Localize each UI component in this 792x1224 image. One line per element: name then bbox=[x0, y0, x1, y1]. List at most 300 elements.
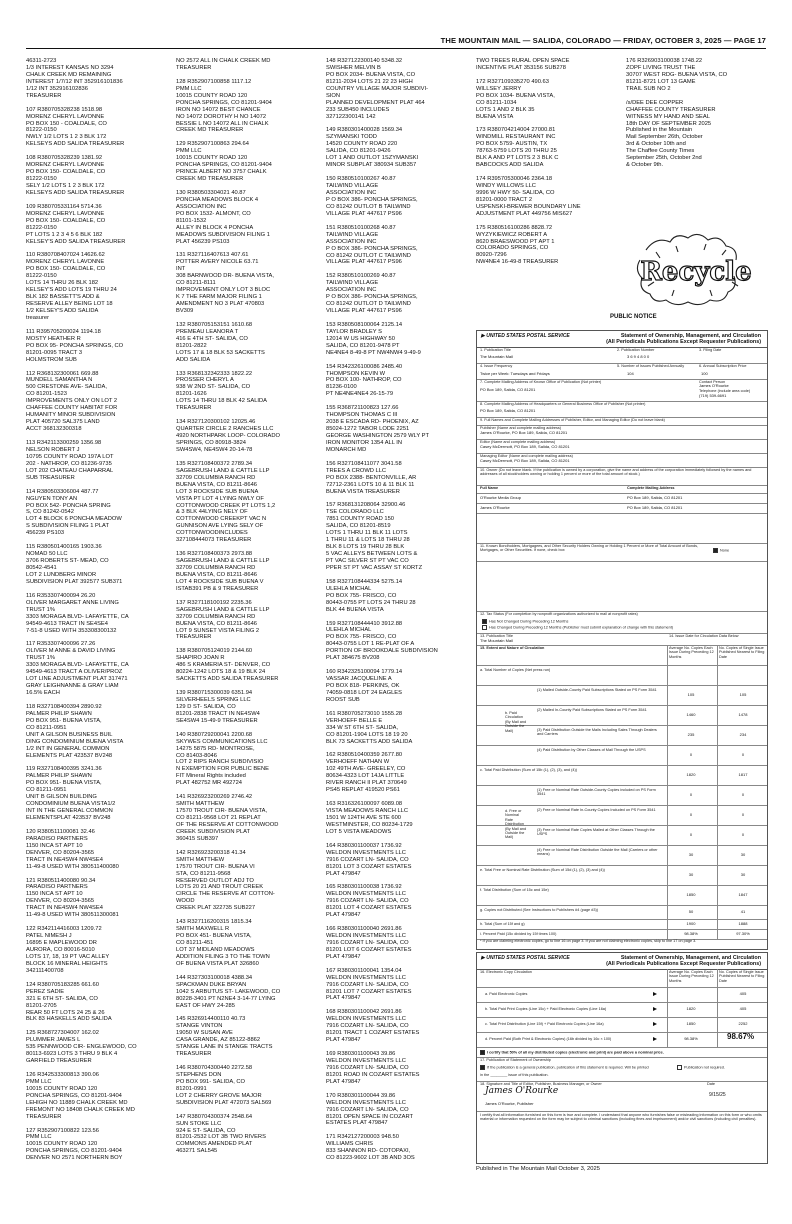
notice-line: CREEK MD TREASURER bbox=[176, 127, 244, 134]
notice-line: RESERVE ALLEY BEING LOT 18 bbox=[26, 301, 113, 308]
notice-line: PREMEAU LEANORA T bbox=[176, 328, 239, 335]
notice-line: HUMANITY MINOR SUBDIVISION bbox=[26, 412, 116, 419]
notice-line: CO 81211-9568 LOT 21 REPLAT bbox=[176, 815, 261, 822]
notice-line: 81201-1626 bbox=[176, 391, 207, 398]
notice-entry bbox=[176, 419, 318, 454]
notice-entry bbox=[26, 1030, 168, 1065]
notice-entry bbox=[26, 489, 168, 538]
notice-line: SHAPIRO JOAN R bbox=[176, 655, 225, 662]
row-tax-status bbox=[477, 611, 767, 634]
notice-line: 10015 COUNTY ROAD 120 bbox=[176, 92, 248, 99]
notice-line: PLAT 479847 bbox=[326, 870, 361, 877]
notice-line: ASSOCIATION INC bbox=[326, 287, 377, 294]
notice-line: 150 R380510100267 40.87 bbox=[326, 176, 396, 183]
row-managing-editor bbox=[477, 453, 767, 468]
notice-line: ELEMENTSPLAT 423537 BV248 bbox=[26, 815, 111, 822]
single-copies-value: 405 bbox=[739, 1006, 747, 1011]
single-copies-value: 30 bbox=[740, 852, 746, 857]
label-bondholders: 11. Known Bondholders, Mortgagees, and Other Security Holders Owning or Holding 1 Percent or More of Total Amount of Bonds, Mortgages, or Other Securities. If none, check box bbox=[480, 544, 699, 553]
notice-line: RIVER RANCH II PLAT 370649 bbox=[326, 780, 407, 787]
notice-entry bbox=[26, 1072, 168, 1121]
notice-line: WELDON INVESTMENTS LLC bbox=[326, 1016, 406, 1023]
notice-line: PT NE4NE4NE4 26-15-79 bbox=[326, 391, 394, 398]
notice-line: 11-49-8 USED WITH 380511300081 bbox=[26, 912, 119, 919]
notice-line: 1150 INCA ST APT 10 bbox=[26, 842, 83, 849]
ecopy-row bbox=[477, 1017, 767, 1033]
notice-line: 85024-1272 TABOR LODE 2251 bbox=[326, 426, 410, 433]
notice-line: PO BOX 451- BUENA VISTA, bbox=[176, 933, 252, 940]
notice-line: COTTONWOOD CREEKPT VAC N bbox=[176, 516, 267, 523]
notice-line: 119 R327108400395 3241.36 bbox=[26, 766, 102, 773]
avg-copies-value: 0 bbox=[689, 792, 693, 797]
column-5 bbox=[626, 58, 766, 176]
circulation-label: (4) Free or Nominal Rate Distribution Outside the Mail (Carriers or other means) bbox=[537, 848, 658, 857]
notice-line: CO 81211-1034 bbox=[476, 99, 517, 106]
form-title-line2: (All Periodicals Publications Except Requester Publications) bbox=[606, 339, 761, 345]
page-header-text: THE MOUNTAIN MAIL — SALIDA, COLORADO — FRIDAY, OCTOBER 3, 2025 — PAGE 17 bbox=[440, 36, 766, 45]
notice-entry bbox=[176, 1114, 318, 1156]
row-headquarters bbox=[477, 401, 767, 418]
notice-line: 32709 COLUMBIA RANCH RD bbox=[176, 613, 256, 620]
notice-line: SAGEBRUSH LAND & CATTLE LLP bbox=[176, 467, 270, 474]
notice-line: 94549-4613 TRACT A OLIVER/PROZ bbox=[26, 669, 123, 676]
notice-line: treasurer bbox=[26, 315, 50, 322]
notice-line: 81201-2705 bbox=[26, 1002, 57, 1009]
notice-line: TAILWIND VILLAGE bbox=[326, 183, 379, 190]
notice-line: 16.5% EACH bbox=[26, 690, 60, 697]
row-stmt bbox=[477, 1057, 767, 1082]
not-required-checkbox[interactable] bbox=[677, 1065, 725, 1070]
notice-line: 81201-2532 LOT 3B TWO RIVERS bbox=[176, 1134, 266, 1141]
circulation-row bbox=[477, 685, 767, 706]
recycle-graphic bbox=[626, 230, 766, 312]
notice-line: 81101-1532 bbox=[176, 217, 207, 224]
certify-checkbox[interactable] bbox=[480, 1050, 664, 1055]
notice-line: BLK 83 HASKELLS ADD SALIDA bbox=[26, 1016, 112, 1023]
notice-line: LOTS 17 & 18 BLK 53 SACKETTS bbox=[176, 349, 265, 356]
notice-line: 334 W ST 6TH ST- SALIDA, bbox=[326, 724, 399, 731]
notice-line: LOTS 1 AND 2 BLK 35 bbox=[476, 106, 535, 113]
arrow-icon bbox=[653, 1007, 657, 1011]
notice-entry bbox=[176, 975, 318, 1010]
notice-line: 166 R380301100040 2691.86 bbox=[326, 926, 402, 933]
notice-line: PLANNED DEVELOPMENT PLAT 464 bbox=[326, 99, 425, 106]
notice-line: 155 R368721100823 127.66 bbox=[326, 405, 399, 412]
label-names: 9. Full Names and Complete Mailing Addresses of Publisher, Editor, and Managing Editor (Do not leave blank) bbox=[480, 418, 665, 422]
avg-copies-value: 105 bbox=[687, 692, 695, 697]
notice-line: 7916 COZART LN- SALIDA, CO bbox=[326, 1064, 409, 1071]
tax-option-2[interactable] bbox=[482, 625, 673, 630]
row-owner-heading bbox=[477, 467, 767, 486]
notice-line: BLOCK 16 MINERAL HEIGHTS bbox=[26, 960, 108, 967]
notice-line: LEHIGH NO 11889 CHALK CREEK MD bbox=[26, 1099, 128, 1106]
avg-copies-value: 98.38% bbox=[684, 1036, 698, 1041]
value-pub-title-13: The Mountain Mail bbox=[480, 638, 513, 643]
notice-line: PATEL NIMESH J bbox=[26, 933, 72, 940]
row-circulation-header bbox=[477, 645, 767, 666]
notice-entry bbox=[176, 141, 318, 183]
notice-line: PO BOX 5759- AUSTIN, TX bbox=[476, 141, 548, 148]
notice-line: PALMER PHILIP SHAWN bbox=[26, 710, 92, 717]
notice-line: CASA GRANDE, AZ 85122-8862 bbox=[176, 1037, 261, 1044]
notice-line: 122 R342114416003 1209.72 bbox=[26, 926, 102, 933]
recycle-icon bbox=[626, 230, 766, 312]
notice-line: 149 R380301400028 1569.34 bbox=[326, 127, 403, 134]
notice-line: LOTS 14 THRU 18 BLK 42 SALIDA bbox=[176, 398, 267, 405]
notice-line: FREMONT NO 18408 CHALK CREEK MD bbox=[26, 1106, 135, 1113]
notice-entry bbox=[326, 1051, 468, 1086]
notice-line: 165 R380301100038 1736.92 bbox=[326, 884, 402, 891]
notice-entry bbox=[176, 371, 318, 413]
notice-line: PONCHA SPRINGS, CO 81201-9404 bbox=[26, 1092, 122, 1099]
notice-line: KELSEYS ADD SALIDA TREASURER bbox=[26, 189, 125, 196]
notice-line: BUENA VISTA, CO 81211-8646 bbox=[176, 571, 257, 578]
label-single-copies: No. Copies of Single Issue Published Nearest to Filing Date bbox=[719, 970, 765, 983]
notice-line: LOT 37 MIDLAND MEADOWS bbox=[176, 947, 255, 953]
circulation-label: h. Total (Sum of 15f and g) bbox=[480, 922, 525, 926]
notice-line: Published in the Mountain bbox=[626, 127, 693, 134]
circulation-label: c. Total Paid Distribution (Sum of 15b (1), (2), (3), and (4)) bbox=[480, 768, 577, 772]
notice-line: LOT LINE ADJUSTMENT PLAT 317471 bbox=[26, 676, 128, 683]
notice-line: 94549-4613 TRACT IN SE4SE4 bbox=[26, 620, 108, 627]
footer-note: Published in The Mountain Mail October 3, 2025 bbox=[476, 1166, 600, 1172]
notice-line: 142 R326923200318 41.34 bbox=[176, 849, 246, 856]
notice-entry bbox=[326, 926, 468, 961]
notice-line: WESTMINSTER, CO 80234-1729 bbox=[326, 821, 413, 828]
notice-line: CO 81223-9602 LOT 3B AND 3OS bbox=[326, 1155, 415, 1162]
notice-line: LOT 9 SUNSET VISTA FILING 2 bbox=[176, 627, 260, 634]
notice-line: CHAFFEE COUNTY HABITAT FOR bbox=[26, 405, 118, 412]
label-paid-circulation: b. Paid Circulation (By Mail and Outside the Mail) bbox=[505, 711, 527, 733]
notice-line: LOTS 14 THRU 26 BLK 182 bbox=[26, 280, 99, 287]
notice-line: 131 R327116407613 407.61 bbox=[176, 252, 249, 259]
notice-line: VERHOEFF BELLE E bbox=[326, 717, 383, 724]
notice-line: BLK 44 BUENA VISTA bbox=[326, 606, 384, 613]
notice-line: SUBDIVISION PLAT 392577 SUB371 bbox=[26, 578, 123, 585]
circulation-row bbox=[477, 745, 767, 766]
notice-line: PO BOX 951- BUENA VISTA, bbox=[26, 780, 102, 787]
notice-line: 174 R395705300046 2364.18 bbox=[476, 176, 553, 183]
notice-line: PMM LLC bbox=[26, 1134, 52, 1141]
avg-copies-value: 1460 bbox=[686, 712, 696, 717]
label-filing-date: 3. Filing Date bbox=[699, 348, 722, 352]
notice-line: GARFIELD TREASURER bbox=[26, 1058, 92, 1065]
notice-line: 138 R380705124019 2144.60 bbox=[176, 648, 253, 655]
stmt-checkbox[interactable] bbox=[480, 1065, 670, 1070]
notice-line: 4920 NORTHPARK LOOP- COLORADO bbox=[176, 433, 280, 440]
notice-line: CREEK SUBDIVISION PLAT bbox=[176, 828, 251, 835]
notice-line: PLAT 482752 MR 492724 bbox=[176, 780, 242, 787]
notice-line: TRAIL SUB NO 2 bbox=[626, 85, 671, 92]
notice-entry bbox=[326, 364, 468, 399]
notice-line: 17570 TROUT CIR- BUENA VI bbox=[176, 863, 255, 870]
notice-line: 19050 W SUSAN AVE bbox=[176, 1030, 233, 1037]
notice-line: 115 R380501400165 1903.36 bbox=[26, 544, 102, 551]
notice-line: 1150 INCA ST APT 10 bbox=[26, 891, 83, 898]
notice-line: 167 R380301100041 1354.04 bbox=[326, 967, 402, 974]
notice-entry bbox=[176, 794, 318, 843]
notice-line: TAILWIND VILLAGE bbox=[326, 231, 379, 238]
notice-line: EAST OF HWY 24-285 bbox=[176, 1002, 235, 1009]
single-copies-value: 105 bbox=[739, 692, 747, 697]
notice-entry bbox=[26, 252, 168, 322]
notice-line: S, CO 81242-0542 bbox=[26, 509, 74, 516]
row-editor bbox=[477, 439, 767, 454]
notice-line: ADD SALIDA bbox=[176, 356, 211, 363]
notice-line: PORTION OF BROOKDALE SUBDIVISION bbox=[326, 648, 438, 655]
row-publication-title bbox=[477, 347, 767, 364]
notice-line: REAR 50 FT LOTS 24 25 & 26 bbox=[26, 1009, 105, 1016]
notice-line: PONCHA SPRINGS, CO 81201-9404 bbox=[26, 1148, 122, 1155]
form-title-line1: Statement of Ownership, Management, and Circulation bbox=[620, 955, 761, 961]
row-issue-frequency bbox=[477, 363, 767, 380]
notice-line: 81201 ROAD IN COZART ESTATES bbox=[326, 1071, 420, 1078]
notice-line: 146 R380704300440 2272.58 bbox=[176, 1065, 253, 1072]
notice-line: 152 R380510100269 40.87 bbox=[326, 273, 396, 280]
notice-line: SACKETTS ADD SALIDA TREASURER bbox=[176, 676, 279, 683]
label-issue-date: 14. Issue Date for Circulation Data Below bbox=[669, 634, 739, 638]
row-ecopy-header bbox=[477, 969, 767, 988]
notice-line: 18th DAY OF SEPTEMBER 2025 bbox=[626, 120, 712, 127]
notice-line: 2038 E ESCADA RD- PHOENIX, AZ bbox=[326, 419, 419, 426]
notice-line: SE4SW4 15-49-9 TREASURER bbox=[176, 717, 258, 724]
circulation-label: (2) Free or Nominal Rate In-County Copies Included on PS Form 3541 bbox=[537, 808, 656, 812]
none-checkbox[interactable] bbox=[713, 548, 729, 553]
notice-line: SUN STOKE LLC bbox=[176, 1120, 222, 1127]
signer-name: James O'Rourke, Publisher bbox=[485, 1101, 534, 1106]
notice-line: SW4SW4, NE4SW4 20-14-78 bbox=[176, 446, 253, 453]
notice-line: ACCT 368132300318 bbox=[26, 426, 82, 433]
notice-entry bbox=[326, 1093, 468, 1128]
public-notice-heading: PUBLIC NOTICE bbox=[610, 314, 657, 320]
notice-line: PO BOX 2388- BENTONVILLE, AR bbox=[326, 474, 417, 481]
circulation-row bbox=[477, 665, 767, 686]
notice-line: GUNNISON AVE LYING SELY OF bbox=[176, 523, 264, 530]
notice-line: VISTA MEADOWS RANCH LLC bbox=[326, 808, 409, 814]
single-copies-value: 41 bbox=[740, 909, 746, 914]
notice-line: 3303 MORAGA BLVD- LAFAYETTE, CA bbox=[26, 613, 129, 620]
notice-entry bbox=[476, 176, 608, 218]
notice-entry bbox=[326, 273, 468, 315]
notice-line: PO BOX 100- NATHROP, CO bbox=[326, 377, 402, 384]
label-mailing: 7. Complete Mailing Address of Known Office of Publication (Not printer) bbox=[480, 380, 602, 384]
column-divider bbox=[717, 645, 718, 939]
notice-line: STANGE VINTON bbox=[176, 1023, 223, 1030]
form-title bbox=[606, 333, 761, 345]
notice-line: & October 9th. bbox=[626, 162, 664, 169]
notice-line: SUB TREASURER bbox=[26, 474, 75, 481]
notice-line: 109 R380705331164 5714.36 bbox=[26, 203, 102, 210]
notice-line: 8620 BRAESWOOD PT APT 1 bbox=[476, 238, 555, 245]
notice-line: 7916 COZART LN- SALIDA, CO bbox=[326, 1106, 409, 1113]
notice-line: 202 - NATHROP, CO 81236-9735 bbox=[26, 460, 112, 467]
notice-line: MORENZ CHERYL LAVONNE bbox=[26, 113, 105, 120]
notice-line: CO 81201-1523 bbox=[26, 391, 67, 398]
notice-line: CO 81211-0951 bbox=[26, 787, 67, 794]
notice-line: BABCOCKS ADD SALIDA bbox=[476, 162, 544, 169]
label-pub-number: 2. Publication Number bbox=[617, 348, 655, 352]
single-copies-value: 97.30% bbox=[736, 931, 750, 936]
arrow-icon bbox=[653, 1037, 657, 1041]
notice-line: TRUST 1% bbox=[26, 606, 55, 613]
label-full-name: Full Name bbox=[480, 486, 499, 490]
notice-line: STA, CO 81211-9568 bbox=[176, 870, 231, 877]
notice-line: ADDITION FILING 3 TO THE TOWN bbox=[176, 953, 270, 960]
notice-entry bbox=[476, 225, 608, 267]
notice-line: 416 E 4TH ST- SALIDA, CO bbox=[176, 335, 248, 342]
notice-line: 17570 TROUT CIR- BUENA VISTA, bbox=[176, 808, 268, 815]
notice-line: ULEHLA MICHAL bbox=[326, 585, 372, 592]
notice-line: THOMPSON THOMAS C III bbox=[326, 412, 398, 419]
tax-option-1[interactable] bbox=[482, 619, 568, 624]
notice-line: 308 BARNWOOD DR- BUENA VISTA, bbox=[176, 273, 274, 280]
notice-line: COLORADO SPRINGS, CO bbox=[476, 245, 549, 252]
notice-line: S SUBDIVISION FILING 1 PLAT bbox=[26, 523, 109, 530]
notice-line: FIT Mineral Rights included bbox=[176, 773, 246, 780]
notice-line: SAGEBRUSH LAND & CATTLE LLP bbox=[176, 558, 270, 565]
notice-line: 173 R380704214004 27000.81 bbox=[476, 127, 556, 134]
column-2 bbox=[176, 58, 318, 1162]
notice-line: 10015 COUNTY ROAD 120 bbox=[26, 1085, 98, 1092]
notice-line: QUARTER CIRCLE 2 RANCHES LLC bbox=[176, 426, 274, 433]
value-publisher: James O'Rourke, PO Box 189, Salida, CO 81201 bbox=[480, 430, 568, 435]
notice-line: PO BOX 818- PERKINS, OK bbox=[326, 683, 400, 690]
notice-line: 81211-2034 LOTS 21 22 23 HIGH bbox=[326, 78, 413, 85]
usps-logo: ▶ UNITED STATES POSTAL SERVICE bbox=[481, 333, 570, 339]
owner-address: PO Box 189, Salida, CO 81201 bbox=[627, 505, 683, 510]
notice-line: 143 R327116200315 1815.34 bbox=[176, 919, 252, 926]
notice-line: 162 R380510400359 2677.80 bbox=[326, 752, 403, 759]
circulation-label: a. Total Number of Copies (Net press run) bbox=[480, 668, 551, 672]
notice-entry bbox=[326, 405, 468, 454]
notice-entry bbox=[176, 1016, 318, 1058]
notice-line: 1501 W 124TH AVE STE 600 bbox=[326, 814, 402, 821]
circulation-label: e. Total Free or Nominal Rate Distribution (Sum of 15d (1), (2), (3) and (4)) bbox=[480, 868, 605, 872]
notice-line: 7916 COZART LN- SALIDA, CO bbox=[326, 898, 409, 905]
notice-line: PO BOX 95- PONCHA SPRINGS, CO bbox=[26, 342, 124, 349]
label-editor: Editor (Name and complete mailing address) bbox=[480, 440, 556, 444]
notice-entry bbox=[326, 884, 468, 919]
notice-entry bbox=[476, 79, 608, 121]
single-copies-value: 234 bbox=[739, 732, 747, 737]
notice-entry bbox=[26, 107, 168, 149]
notice-line: 7916 COZART LN- SALIDA, CO bbox=[326, 856, 409, 863]
label-tax-status: 12. Tax Status (For completion by nonprofit organizations authorized to mail at nonprofit rates) bbox=[480, 612, 638, 616]
notice-entry bbox=[326, 225, 468, 267]
notice-line: PO BOX 150- COALDALE, CO bbox=[26, 217, 106, 224]
notice-line: AURORA, CO 80016-5010 bbox=[26, 947, 95, 953]
notice-line: MORENZ CHERYL LAVONNE bbox=[26, 210, 105, 217]
circulation-row bbox=[477, 785, 767, 806]
checkbox-icon bbox=[480, 1065, 485, 1070]
arrow-icon bbox=[653, 992, 657, 996]
notice-line: 342111400708 bbox=[26, 967, 64, 974]
value-date: 9/15/25 bbox=[709, 1092, 726, 1098]
label-contact: Contact Person bbox=[699, 380, 726, 384]
notice-entry bbox=[326, 968, 468, 1003]
notice-line: 81201 LOT 4 COZART ESTATES bbox=[326, 905, 412, 912]
notice-entry bbox=[326, 461, 468, 496]
label-date: Date bbox=[707, 1082, 716, 1086]
circulation-label: (2) Mailed In-County Paid Subscriptions Stated on PS Form 3541 bbox=[537, 708, 647, 712]
avg-copies-value: 0 bbox=[689, 812, 693, 817]
ecopy-label: c. Total Print Distribution (Line 15f) + Paid Electronic Copies (Line 16a) bbox=[485, 1022, 604, 1026]
notice-line: 171 R342127200003 948.50 bbox=[326, 1134, 399, 1141]
notice-line: 134 R327120300102 12025.46 bbox=[176, 419, 256, 426]
value-publication-title: The Mountain Mail bbox=[480, 354, 513, 359]
label-ecopy: 16. Electronic Copy Circulation bbox=[480, 970, 532, 974]
notice-line: UNIT B GILSON BUILDING bbox=[26, 794, 97, 801]
notice-line: BV309 bbox=[176, 308, 194, 315]
notice-line: MORENZ CHERYL LAVONNE bbox=[26, 259, 105, 266]
notice-line: LOT 4 ROCKSIDE SUB BUENA V bbox=[176, 578, 264, 585]
notice-line: PO BOX 755- FRISCO, CO bbox=[326, 592, 397, 599]
notice-entry bbox=[176, 322, 318, 364]
notice-entry bbox=[326, 176, 468, 218]
notice-line: September 25th, October 2nd bbox=[626, 155, 702, 162]
circulation-label: i. Percent Paid (15c divided by 15f times 100) bbox=[480, 932, 557, 936]
checkbox-icon bbox=[482, 625, 487, 630]
notice-line: RESERVED OUTLOT ADJ TO bbox=[176, 877, 254, 884]
notice-line: 78763-5759 LOTS 20 THRU 25 bbox=[476, 148, 557, 155]
notice-line: AMENDMENT NO 3 PLAT 470803 bbox=[176, 301, 265, 308]
notice-line: SION bbox=[326, 92, 341, 99]
notice-line: WINDY WILLOWS LLC bbox=[476, 182, 536, 189]
notice-line: CO 81242 OUTLOT B TAILWIND bbox=[326, 203, 411, 210]
notice-line: 126 R342533300813 390.06 bbox=[26, 1071, 99, 1078]
notice-line: 81222-0150 bbox=[26, 224, 57, 231]
notice-line: TWO TREES RURAL OPEN SPACE bbox=[476, 58, 570, 64]
notice-entry bbox=[326, 579, 468, 614]
stmt-label-2: in the ________ issue of this publication. bbox=[480, 1073, 549, 1077]
column-divider bbox=[667, 645, 668, 939]
notice-line: 32709 COLUMBIA RANCH RD bbox=[176, 565, 256, 572]
notice-line: 129 D ST- SALIDA, CO bbox=[176, 703, 236, 710]
notice-line: LOT 1 AND OUTLOT 1SZYMANSKI bbox=[326, 155, 419, 162]
ecopy-label: b. Total Paid Print Copies (Line 15c) + Paid Electronic Copies (Line 16a) bbox=[485, 1007, 607, 1011]
notice-line: 140 R380729200041 2200.68 bbox=[176, 731, 253, 738]
notice-entry bbox=[326, 801, 468, 836]
notice-entry bbox=[326, 621, 468, 663]
notice-line: MONARCH MD bbox=[326, 446, 367, 453]
notice-line: PO BOX 1034- BUENA VISTA, bbox=[476, 92, 555, 99]
notice-entry bbox=[176, 190, 318, 246]
notice-line: 535 PENNWOOD CIR- ENGLEWOOD, CO bbox=[26, 1044, 137, 1051]
notice-line: THOMPSON KEVIN W bbox=[326, 370, 386, 377]
notice-line: 486 S KRAMERIA ST- DENVER, CO bbox=[176, 662, 271, 669]
notice-line: LOT 3 ROCKSIDE SUB BUENA bbox=[176, 488, 259, 495]
notice-line: 327122300141 142 bbox=[326, 113, 376, 120]
circulation-label: f. Total Distribution (Sum of 15c and 15e) bbox=[480, 888, 549, 892]
form-title-line1: Statement of Ownership, Management, and Circulation bbox=[620, 333, 761, 339]
notice-line: LOT 2 RIPS RANCH SUBDIVISIO bbox=[176, 759, 264, 766]
notice-line: 114 R380503306004 487.77 bbox=[26, 488, 99, 495]
notice-entry bbox=[176, 850, 318, 913]
notice-line: SMITH MATTHEW bbox=[176, 856, 225, 863]
notice-line: VISTA PT LOT 4 LYING NWLY OF bbox=[176, 495, 264, 502]
notice-line: 164 R380301100037 1736.92 bbox=[326, 842, 402, 849]
label-issue-frequency: 4. Issue Frequency bbox=[480, 364, 513, 368]
notice-line: 81201 TRACT 1 COZART ESTATES bbox=[326, 1030, 420, 1037]
label-owner: 10. Owner (Do not leave blank. If the publication is owned by a corporation, give the name and address of the corporation immediately followed by the names and addresses of all stockholders owning or holding 1 percent or more of the total amount of stock.) bbox=[480, 468, 752, 477]
notice-line: CO 81242 OUTLOT D TAILWIND bbox=[326, 301, 411, 308]
avg-copies-value: 30 bbox=[688, 852, 694, 857]
circulation-label: (3) Free or Nominal Rate Copies Mailed at Other Classes Through the USPS bbox=[537, 828, 655, 837]
notice-line: SAGEBRUSH LAND & CATTLE LLP bbox=[176, 606, 270, 613]
row-publisher bbox=[477, 425, 767, 440]
notice-line: COTTONWOOD CREEK PT LOTS 1,2 bbox=[176, 502, 276, 509]
notice-line: CREEK PLAT 322735 SUB227 bbox=[176, 905, 256, 912]
